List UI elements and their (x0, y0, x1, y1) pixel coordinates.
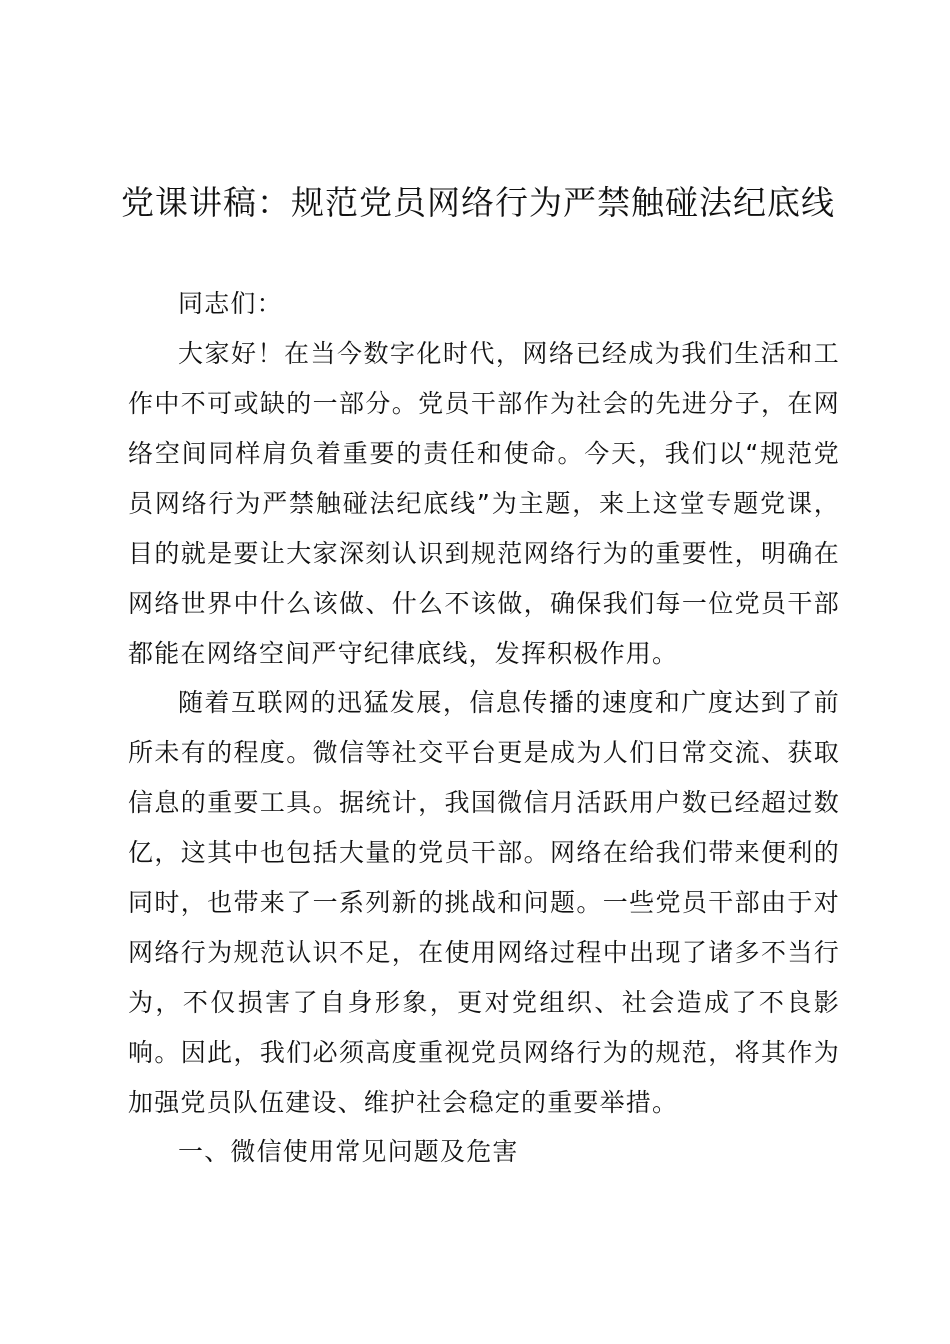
greeting: 同志们： (178, 289, 283, 318)
paragraph-intro: 大家好！在当今数字化时代，网络已经成为我们生活和工作中不可或缺的一部分。党员干部作为社会的先进分子，在网络空间同样肩负着重要的责任和使命。今天，我们以“规范党员网络行为严禁触碰法纪底线”为主题，来上这堂专题党课，目的就是要让大家深刻认识到规范网络行为的重要性，明确在网络世界中什么该做、什么不该做，确保我们每一位党员干部都能在网络空间严守纪律底线，发挥积极作用。 (128, 339, 840, 668)
document-title: 党课讲稿：规范党员网络行为严禁触碰法纪底线 (121, 183, 835, 222)
section-heading: 一、微信使用常见问题及危害 (178, 1137, 519, 1166)
paragraph-background: 随着互联网的迅猛发展，信息传播的速度和广度达到了前所未有的程度。微信等社交平台更是成为人们日常交流、获取信息的重要工具。据统计，我国微信月活跃用户数已经超过数亿，这其中也包括大量的党员干部。网络在给我们带来便利的同时，也带来了一系列新的挑战和问题。一些党员干部由于对网络行为规范认识不足，在使用网络过程中出现了诸多不当行为，不仅损害了自身形象，更对党组织、社会造成了不良影响。因此，我们必须高度重视党员网络行为的规范，将其作为加强党员队伍建设、维护社会稳定的重要举措。 (128, 688, 840, 1117)
